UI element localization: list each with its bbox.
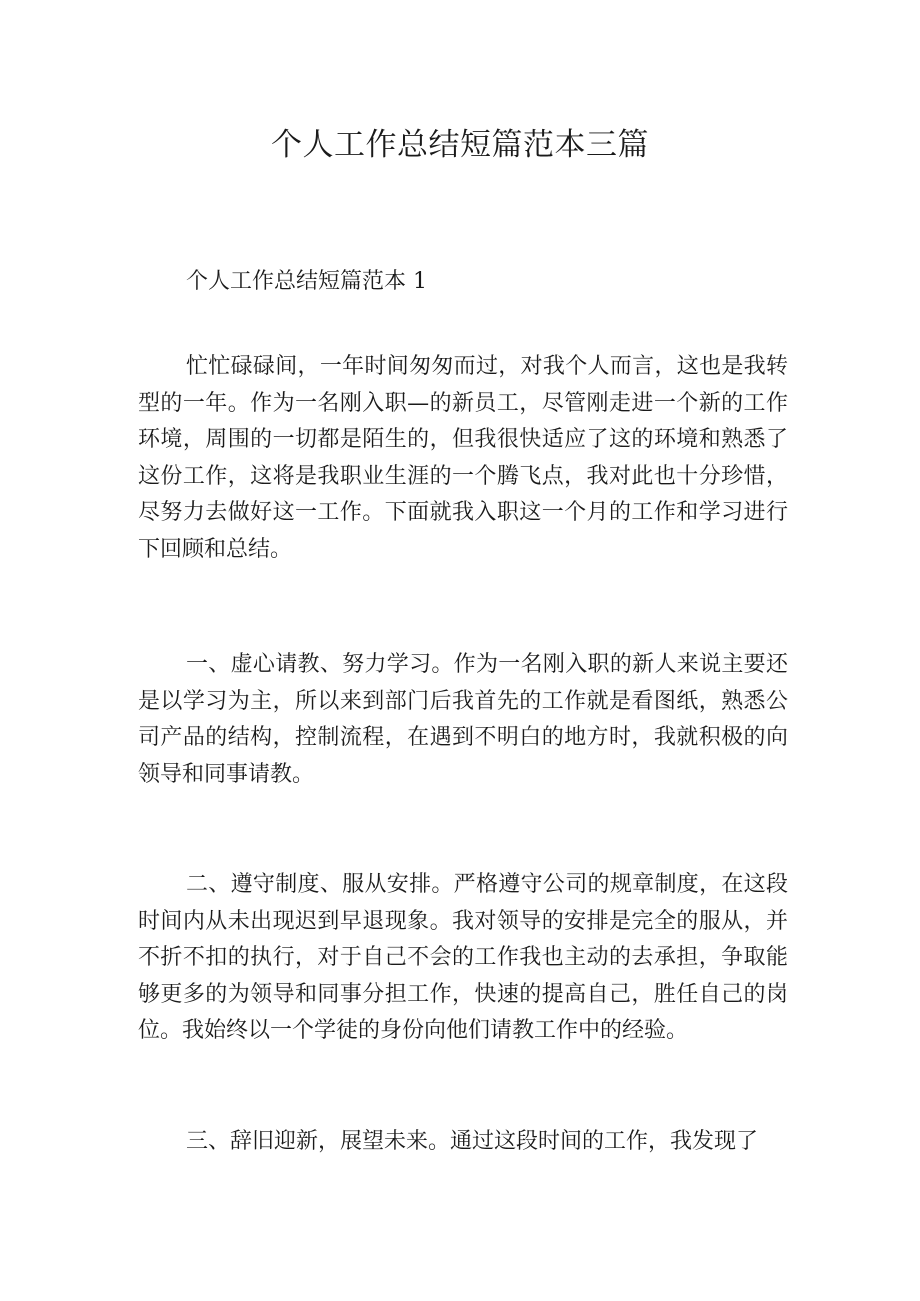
section-heading: 个人工作总结短篇范本 1 (186, 269, 427, 294)
paragraph-point-three: 三、辞旧迎新，展望未来。通过这段时间的工作，我发现了 (186, 1129, 759, 1154)
paragraph-intro: 忙忙碌碌间，一年时间匆匆而过，对我个人而言，这也是我转型的一年。作为一名刚入职—的新员工，尽管刚走进一个新的工作环境，周围的一切都是陌生的，但我很快适应了这的环境和熟悉了这份工作，这将是我职业生涯的一个腾飞点，我对此也十分珍惜，尽努力去做好这一工作。下面就我入职这一个月的工作和学习进行下回顾和总结。 (138, 354, 788, 562)
paragraph-point-one: 一、虚心请教、努力学习。作为一名刚入职的新人来说主要还是以学习为主，所以来到部门后我首先的工作就是看图纸，熟悉公司产品的结构，控制流程，在遇到不明白的地方时，我就积极的向领导和同事请教。 (138, 652, 788, 787)
paragraph-point-two: 二、遵守制度、服从安排。严格遵守公司的规章制度，在这段时间内从未出现迟到早退现象。我对领导的安排是完全的服从，并不折不扣的执行，对于自己不会的工作我也主动的去承担，争取能够更多的为领导和同事分担工作，快速的提高自己，胜任自己的岗位。我始终以一个学徒的身份向他们请教工作中的经验。 (138, 872, 788, 1043)
document-title: 个人工作总结短篇范本三篇 (271, 127, 649, 163)
